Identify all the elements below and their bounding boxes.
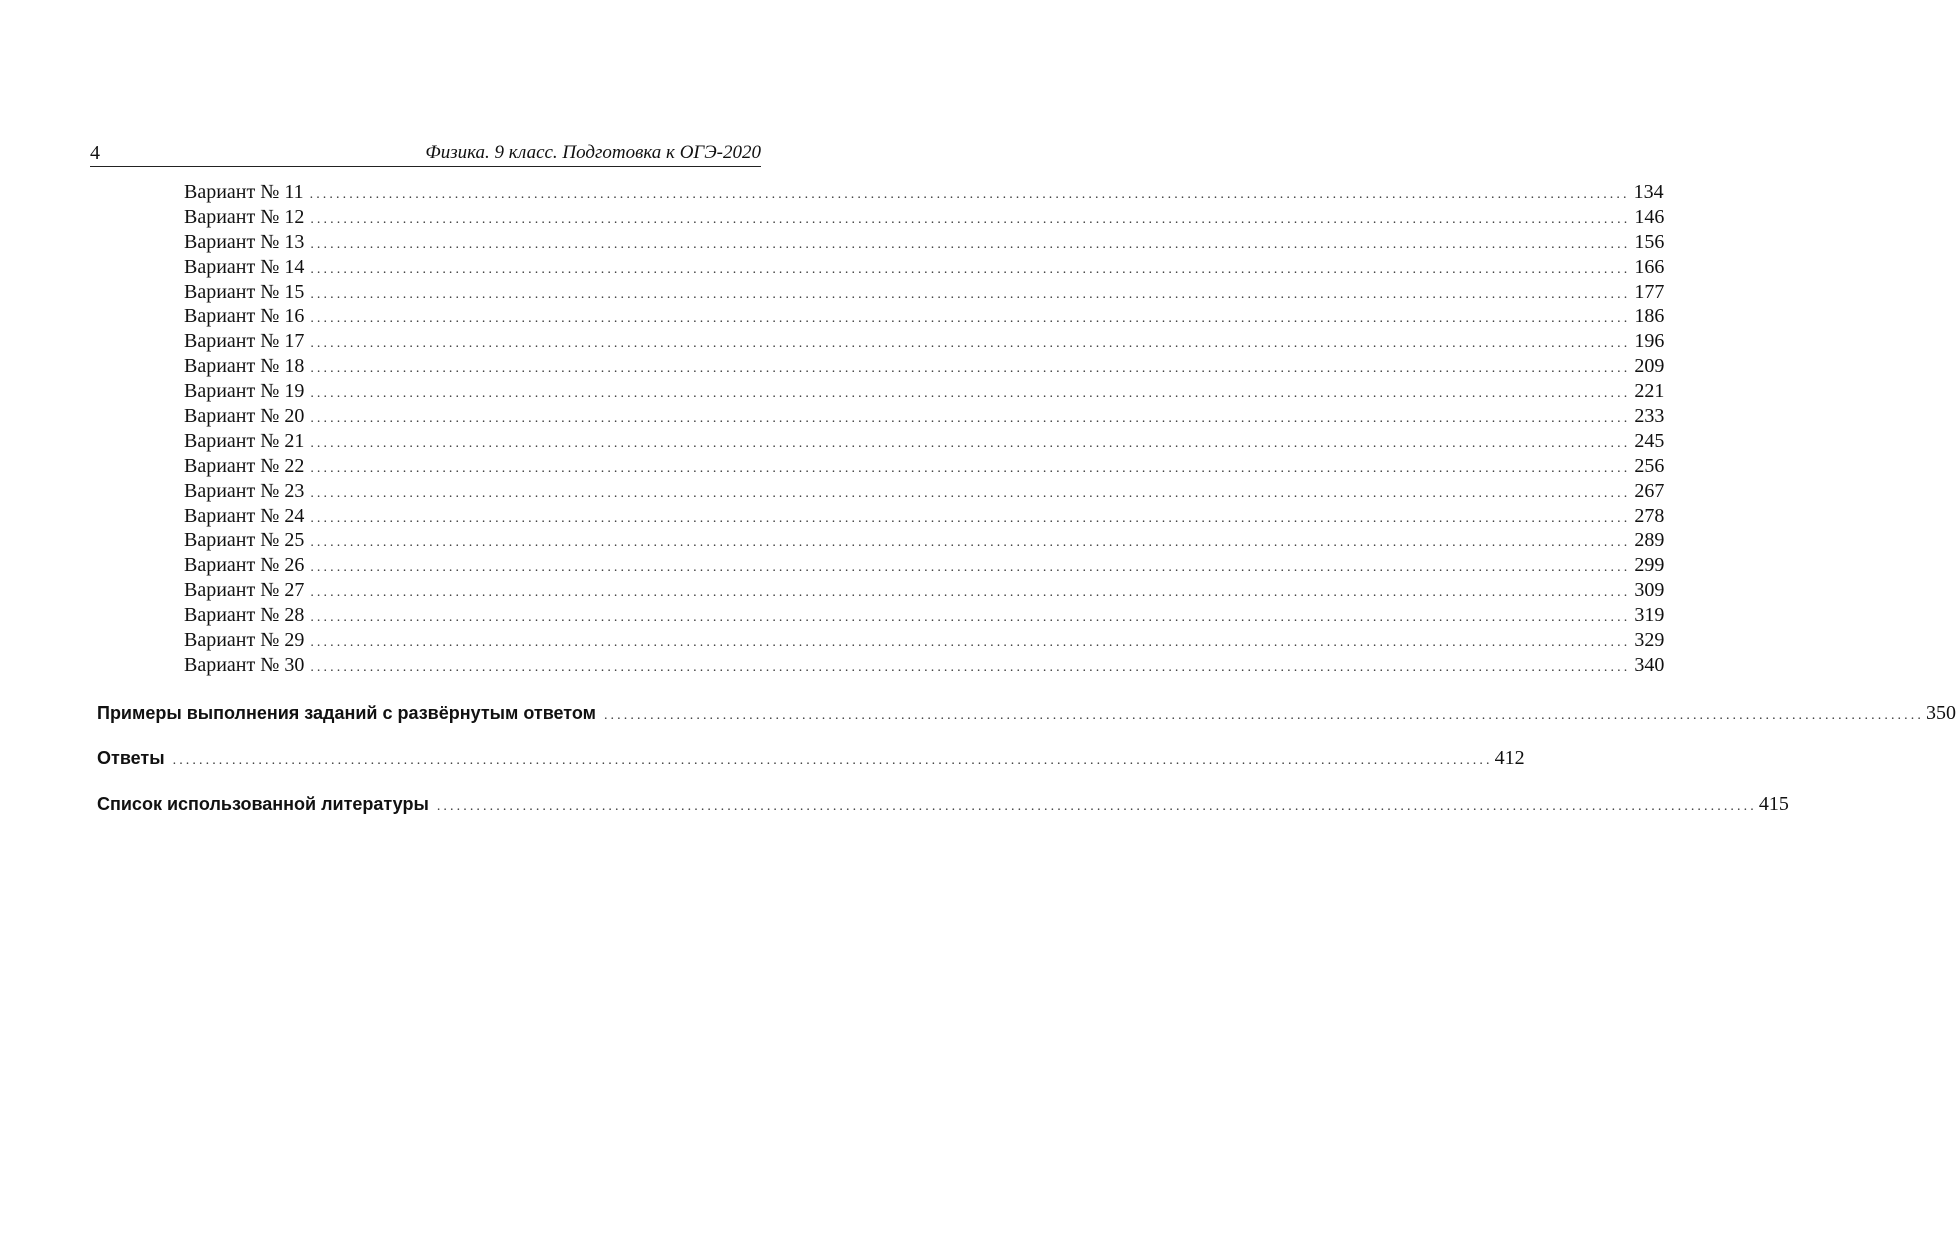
toc-section-page: 412 — [1494, 747, 1525, 769]
dot-leader: ........................................................................................................................................................................................................ — [310, 411, 1631, 427]
toc-entry-label: Вариант № 30 — [184, 653, 305, 676]
toc-variant-list — [184, 180, 1665, 678]
toc-entry[interactable] — [184, 454, 1665, 479]
dot-leader: ........................................................................................................................................................................................................ — [310, 236, 1631, 252]
toc-entry-label: Вариант № 15 — [184, 280, 305, 303]
dot-leader: ........................................................................................................................................................................................................ — [310, 485, 1631, 501]
toc-entry-label: Вариант № 17 — [184, 330, 305, 353]
toc-section-bibliography[interactable] — [97, 791, 1789, 820]
dot-leader: ........................................................................................................................................................................................................ — [310, 211, 1631, 227]
toc-entry[interactable] — [184, 553, 1665, 578]
header-rule — [90, 166, 761, 167]
dot-leader: ........................................................................................................................................................................................................ — [310, 261, 1631, 277]
toc-entry-label: Вариант № 14 — [184, 255, 305, 278]
toc-section-answers[interactable] — [97, 745, 1525, 774]
toc-entry[interactable] — [184, 304, 1665, 329]
toc-entry-page: 299 — [1634, 554, 1665, 577]
toc-entry[interactable] — [184, 379, 1665, 404]
toc-entry-page: 309 — [1634, 579, 1665, 602]
toc-entry-page: 221 — [1634, 380, 1665, 403]
toc-entry-page: 340 — [1634, 653, 1665, 676]
dot-leader: ........................................................................................................................................................................................................ — [310, 435, 1631, 451]
dot-leader: ........................................................................................................................................................................................................ — [310, 336, 1631, 352]
toc-entry-label: Вариант № 26 — [184, 554, 305, 577]
toc-section-page: 415 — [1758, 793, 1789, 815]
toc-entry-label: Вариант № 16 — [184, 305, 305, 328]
toc-entry-page: 146 — [1634, 205, 1665, 228]
toc-entry-page: 329 — [1634, 629, 1665, 652]
toc-entry[interactable] — [184, 255, 1665, 280]
toc-entry-page: 166 — [1634, 255, 1665, 278]
toc-entry-label: Вариант № 29 — [184, 629, 305, 652]
toc-entry-page: 319 — [1634, 604, 1665, 627]
toc-entry-label: Вариант № 20 — [184, 405, 305, 428]
page-number: 4 — [90, 142, 100, 164]
toc-entry-label: Вариант № 25 — [184, 529, 305, 552]
toc-entry-page: 256 — [1634, 454, 1665, 477]
toc-entry[interactable] — [184, 329, 1665, 354]
toc-entry-label: Вариант № 21 — [184, 429, 305, 452]
dot-leader: ........................................................................................................................................................................................................ — [309, 187, 1630, 202]
toc-entry-label: Вариант № 18 — [184, 355, 305, 378]
toc-entry[interactable] — [184, 528, 1665, 553]
running-title: Физика. 9 класс. Подготовка к ОГЭ-2020 — [425, 142, 761, 163]
toc-entry[interactable] — [184, 504, 1665, 529]
toc-entry-label: Вариант № 24 — [184, 504, 305, 527]
dot-leader: ........................................................................................................................................................................................................ — [172, 753, 1493, 768]
dot-leader: ........................................................................................................................................................................................................ — [310, 635, 1631, 651]
toc-entry-page: 186 — [1634, 305, 1665, 328]
toc-section-page: 350 — [1925, 702, 1956, 724]
toc-section-examples[interactable] — [97, 700, 1956, 729]
toc-entry-page: 289 — [1634, 529, 1665, 552]
toc-entry[interactable] — [184, 404, 1665, 429]
dot-leader: ........................................................................................................................................................................................................ — [310, 610, 1631, 626]
toc-entry[interactable] — [184, 205, 1665, 230]
toc-entry-label: Вариант № 27 — [184, 579, 305, 602]
dot-leader: ........................................................................................................................................................................................................ — [310, 585, 1631, 601]
toc-entry[interactable] — [184, 578, 1665, 603]
toc-entry-page: 209 — [1634, 355, 1665, 378]
dot-leader: ........................................................................................................................................................................................................ — [436, 799, 1757, 814]
toc-entry-page: 196 — [1634, 330, 1665, 353]
toc-entry-page: 134 — [1633, 181, 1664, 203]
toc-entry-page: 267 — [1634, 479, 1665, 502]
toc-entry[interactable] — [184, 230, 1665, 255]
toc-entry[interactable] — [184, 479, 1665, 504]
toc-entry[interactable] — [184, 429, 1665, 454]
toc-entry-label: Вариант № 23 — [184, 479, 305, 502]
toc-entry[interactable] — [184, 180, 1664, 205]
toc-entry-page: 156 — [1634, 230, 1665, 253]
toc-entry[interactable] — [184, 280, 1665, 305]
toc-entry-page: 177 — [1634, 280, 1665, 303]
dot-leader: ........................................................................................................................................................................................................ — [310, 386, 1631, 402]
toc-entry-label: Вариант № 28 — [184, 604, 305, 627]
toc-entry[interactable] — [184, 603, 1665, 628]
dot-leader: ........................................................................................................................................................................................................ — [310, 286, 1631, 302]
toc-entry-label: Вариант № 13 — [184, 230, 305, 253]
toc-entry[interactable] — [184, 354, 1665, 379]
dot-leader: ........................................................................................................................................................................................................ — [310, 535, 1631, 551]
toc-entry-page: 278 — [1634, 504, 1665, 527]
toc-entry-page: 233 — [1634, 405, 1665, 428]
dot-leader: ........................................................................................................................................................................................................ — [310, 311, 1631, 327]
dot-leader: ........................................................................................................................................................................................................ — [310, 560, 1631, 576]
toc-section-label: Примеры выполнения заданий с развёрнутым ответом — [97, 703, 596, 723]
toc-entry-label: Вариант № 12 — [184, 205, 305, 228]
toc-section-label: Список использованной литературы — [97, 794, 429, 814]
toc-section-label: Ответы — [97, 748, 165, 768]
dot-leader: ........................................................................................................................................................................................................ — [603, 708, 1924, 723]
dot-leader: ........................................................................................................................................................................................................ — [310, 659, 1631, 675]
dot-leader: ........................................................................................................................................................................................................ — [310, 510, 1631, 526]
toc-entry[interactable] — [184, 628, 1665, 653]
toc-entry-label: Вариант № 19 — [184, 380, 305, 403]
toc-entry-page: 245 — [1634, 429, 1665, 452]
dot-leader: ........................................................................................................................................................................................................ — [310, 460, 1631, 476]
toc-entry-label: Вариант № 22 — [184, 454, 305, 477]
toc-entry-label: Вариант № 11 — [184, 181, 304, 203]
dot-leader: ........................................................................................................................................................................................................ — [310, 361, 1631, 377]
toc-entry[interactable] — [184, 653, 1665, 678]
